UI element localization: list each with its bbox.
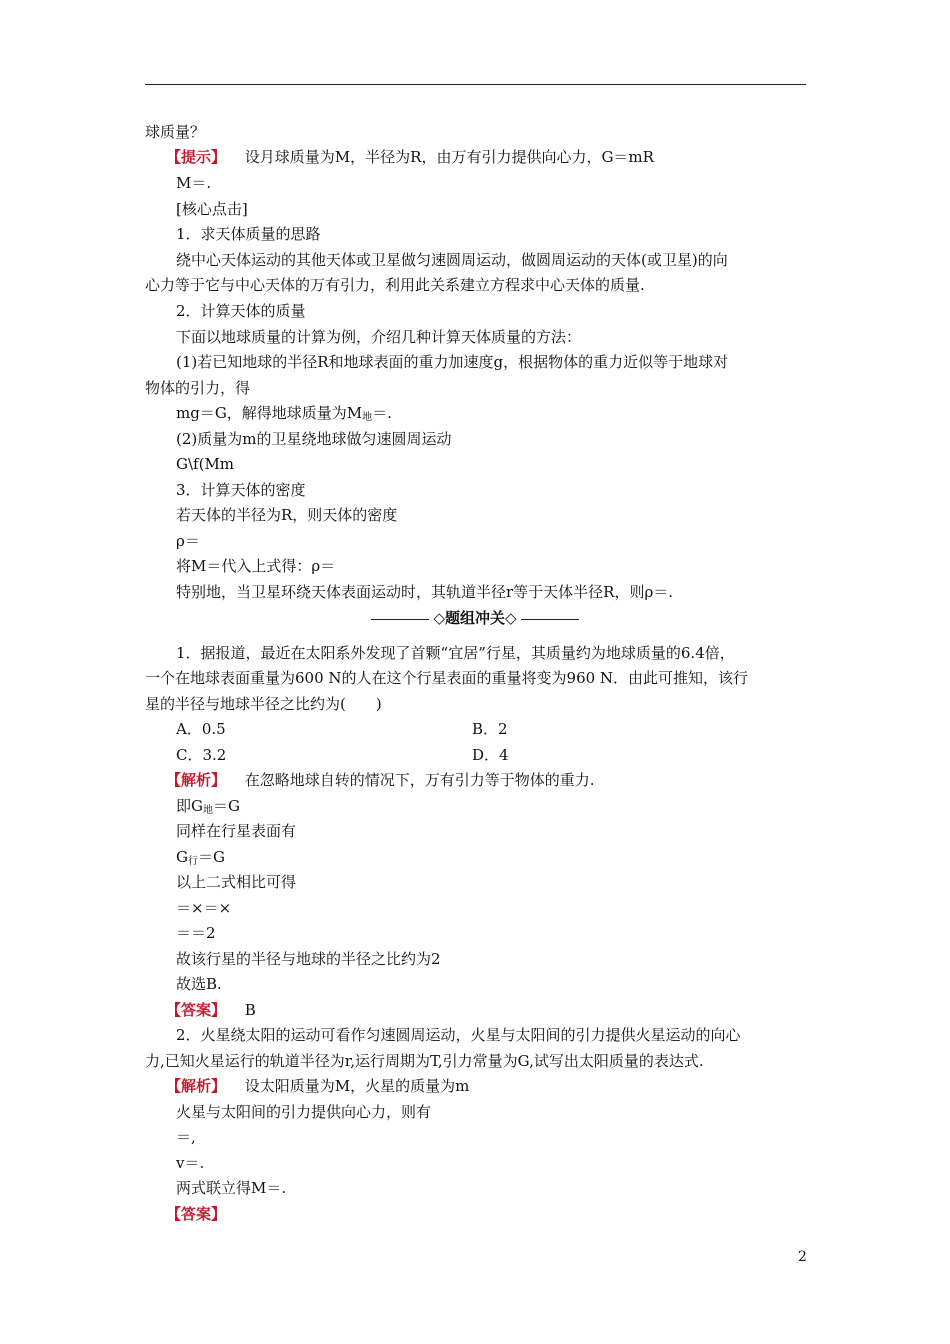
- formula-line: G\f(Mm: [176, 455, 235, 473]
- text-line: 若天体的半径为R，则天体的密度: [176, 506, 398, 524]
- text-line: (1)若已知地球的半径R和地球表面的重力加速度g，根据物体的重力近似等于地球对: [176, 353, 729, 371]
- text-line: 两式联立得M＝.: [176, 1179, 287, 1197]
- text-line: 心力等于它与中心天体的万有引力，利用此关系建立方程求中心天体的质量.: [145, 276, 645, 294]
- text-line: 以上二式相比可得: [176, 873, 297, 891]
- hint-tag: 【提示】: [166, 148, 227, 166]
- hint-line: [166, 147, 654, 167]
- formula-text: ＝G: [212, 797, 240, 815]
- subheading: 1．求天体质量的思路: [176, 225, 321, 243]
- option-b: B．2: [472, 720, 508, 738]
- analysis-line: [166, 1076, 469, 1096]
- text-line: 火星与太阳间的引力提供向心力，则有: [176, 1103, 432, 1121]
- text-line: 同样在行星表面有: [176, 822, 297, 840]
- section-title: [0, 608, 950, 628]
- subheading: 2．计算天体的质量: [176, 302, 306, 320]
- text-line: 球质量？: [145, 123, 206, 141]
- answer-tag: 【答案】: [166, 1001, 227, 1019]
- header-rule: [145, 84, 806, 85]
- question-text: 一个在地球表面重量为600 N的人在这个行星表面的重量将变为960 N．由此可推知，该行: [145, 669, 749, 687]
- option-a: A．0.5: [176, 720, 226, 738]
- analysis-text: 在忽略地球自转的情况下，万有引力等于物体的重力.: [244, 771, 595, 789]
- text-line: 故该行星的半径与地球的半径之比约为2: [176, 950, 441, 968]
- question-text: 1．据报道，最近在太阳系外发现了首颗“宜居”行星，其质量约为地球质量的6.4倍，: [176, 644, 735, 662]
- text-line: 物体的引力，得: [145, 379, 251, 397]
- subscript: 行: [187, 856, 198, 867]
- text-line: 故选B.: [176, 975, 222, 993]
- question-text: 星的半径与地球半径之比约为( ): [145, 695, 382, 713]
- subscript: 地: [202, 805, 213, 816]
- title-dash-left: [371, 619, 429, 620]
- text-line: 特别地，当卫星环绕天体表面运动时，其轨道半径r等于天体半径R，则ρ＝.: [176, 583, 674, 601]
- text-line: (2)质量为m的卫星绕地球做匀速圆周运动: [176, 430, 452, 448]
- title-dash-right: [521, 619, 579, 620]
- formula-text: 即G: [176, 797, 203, 815]
- analysis-tag: 【解析】: [166, 771, 227, 789]
- formula-text: G: [176, 848, 188, 866]
- section-label: [核心点击]: [176, 200, 248, 218]
- formula-text: mg＝G，解得地球质量为M: [176, 404, 363, 422]
- answer-line: [166, 1000, 256, 1020]
- section-title-text: ◇题组冲关◇: [433, 609, 517, 627]
- formula-line: ＝,: [176, 1128, 196, 1146]
- formula-text: ＝.: [372, 404, 392, 422]
- formula-line: [176, 847, 225, 872]
- formula-line: v＝.: [176, 1154, 205, 1172]
- text-line: 下面以地球质量的计算为例，介绍几种计算天体质量的方法：: [176, 328, 582, 346]
- answer-tag: 【答案】: [166, 1205, 227, 1223]
- answer-line: [166, 1204, 226, 1224]
- hint-text: 设月球质量为M，半径为R，由万有引力提供向心力，G＝mR: [244, 148, 654, 166]
- analysis-line: [166, 770, 595, 790]
- question-text: 力,已知火星运行的轨道半径为r,运行周期为T,引力常量为G,试写出太阳质量的表达式.: [145, 1052, 704, 1070]
- formula-text: ＝G: [197, 848, 225, 866]
- text-line: 将M＝代入上式得：ρ＝: [176, 557, 336, 575]
- option-d: D．4: [472, 746, 509, 764]
- analysis-tag: 【解析】: [166, 1077, 227, 1095]
- answer-text: B: [244, 1001, 256, 1019]
- formula-line: ＝×＝×: [176, 899, 232, 917]
- formula-line: ρ＝: [176, 532, 200, 550]
- formula-line: [176, 403, 392, 428]
- text-line: M＝.: [176, 174, 212, 192]
- subheading: 3．计算天体的密度: [176, 481, 306, 499]
- formula-line: ＝＝2: [176, 924, 216, 942]
- option-c: C．3.2: [176, 746, 227, 764]
- question-text: 2．火星绕太阳的运动可看作匀速圆周运动，火星与太阳间的引力提供火星运动的向心: [176, 1026, 741, 1044]
- page-number: 2: [798, 1249, 807, 1265]
- text-line: 绕中心天体运动的其他天体或卫星做匀速圆周运动，做圆周运动的天体(或卫星)的向: [176, 251, 728, 269]
- formula-line: [176, 796, 240, 821]
- analysis-text: 设太阳质量为M，火星的质量为m: [244, 1077, 470, 1095]
- subscript: 地: [362, 412, 373, 423]
